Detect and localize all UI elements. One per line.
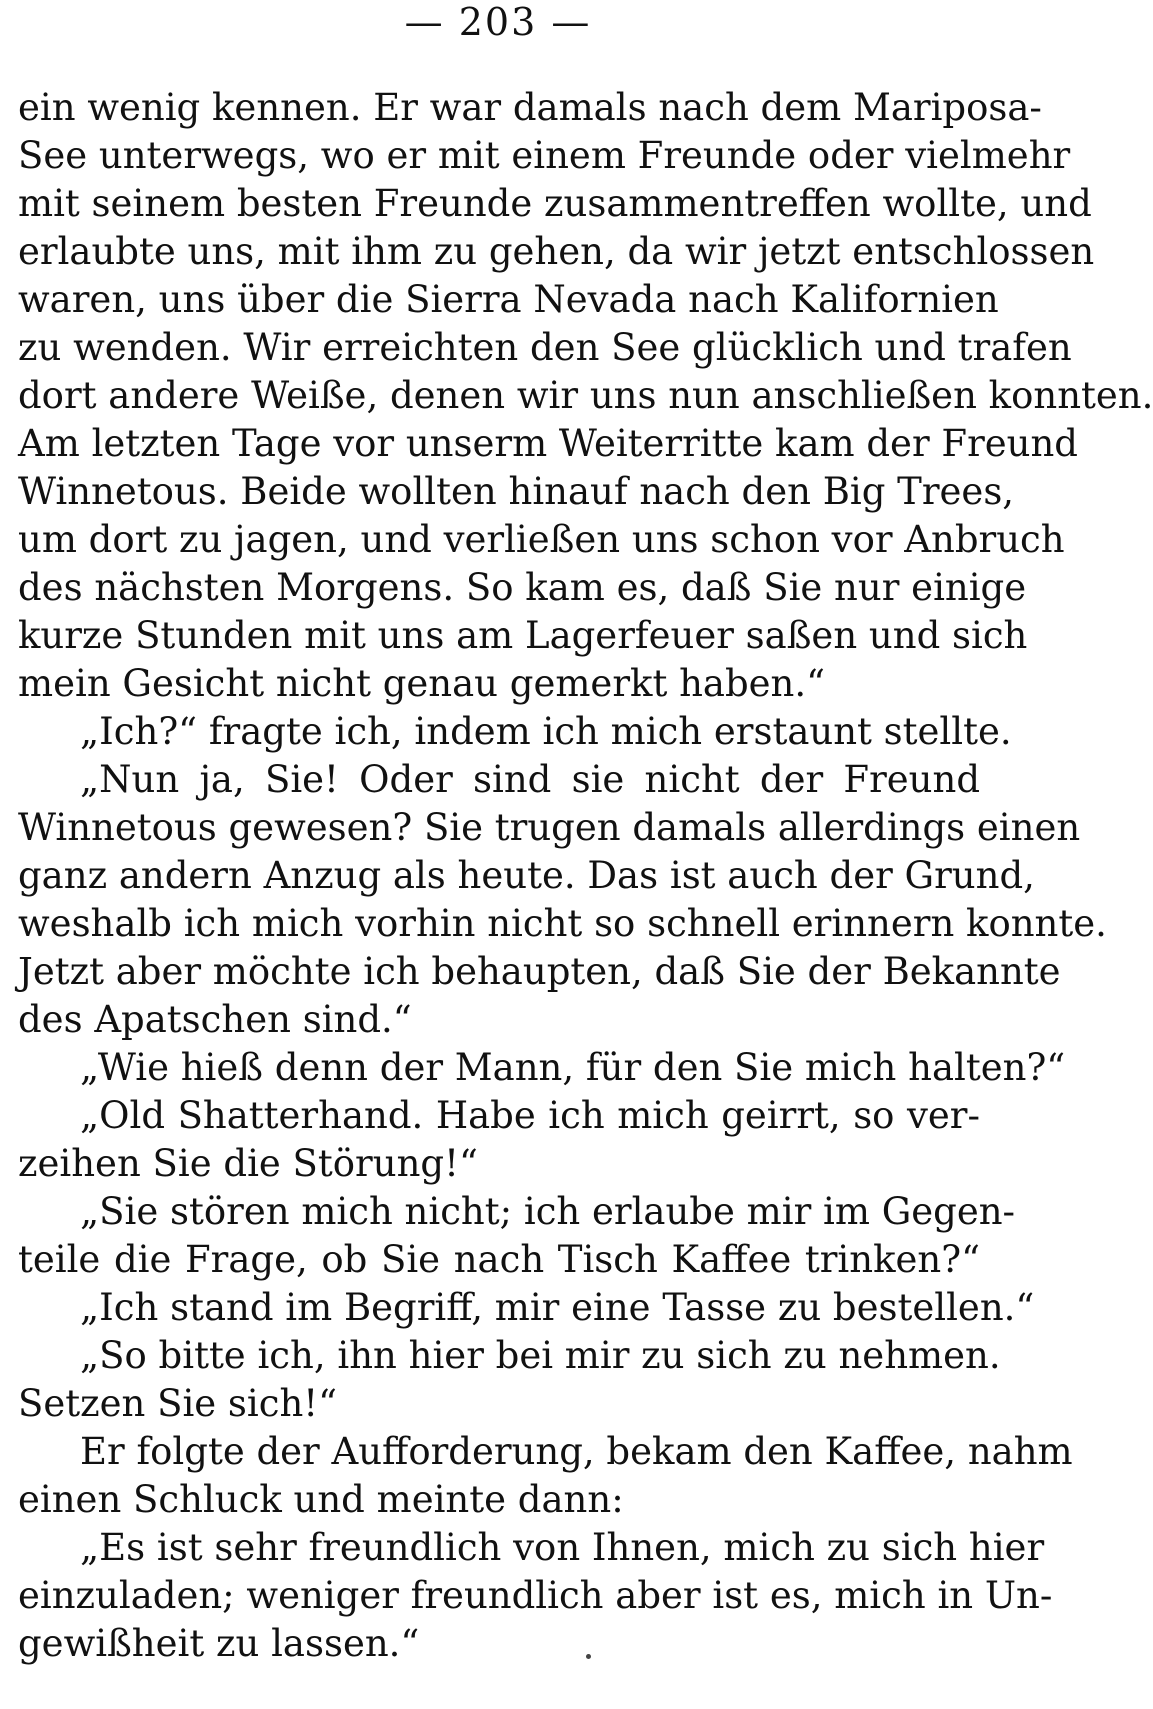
text-line: „Ich?“ fragte ich, indem ich mich erstaunt stellte. bbox=[80, 710, 1012, 753]
text-line: Winnetous gewesen? Sie trugen damals allerdings einen bbox=[18, 806, 1081, 849]
text-line: „Wie hieß denn der Mann, für den Sie mich halten?“ bbox=[80, 1046, 1066, 1089]
text-line: erlaubte uns, mit ihm zu gehen, da wir jetzt entschlossen bbox=[18, 230, 1095, 273]
text-line: Setzen Sie sich!“ bbox=[18, 1382, 338, 1425]
text-line: mein Gesicht nicht genau gemerkt haben.“ bbox=[18, 662, 826, 705]
text-line: weshalb ich mich vorhin nicht so schnell erinnern konnte. bbox=[18, 902, 1107, 945]
text-line: um dort zu jagen, und verließen uns schon vor Anbruch bbox=[18, 518, 1065, 561]
text-line: „Sie stören mich nicht; ich erlaube mir im Gegen- bbox=[80, 1190, 1016, 1233]
text-line: mit seinem besten Freunde zusammentreffen wollte, und bbox=[18, 182, 1092, 225]
text-line: „Old Shatterhand. Habe ich mich geirrt, so ver- bbox=[80, 1094, 980, 1137]
text-line: See unterwegs, wo er mit einem Freunde oder vielmehr bbox=[18, 134, 1071, 177]
text-line: „Nun ja, Sie! Oder sind sie nicht der Freund bbox=[80, 758, 980, 801]
text-line: zu wenden. Wir erreichten den See glücklich und trafen bbox=[18, 326, 1072, 369]
print-speck bbox=[586, 1654, 591, 1659]
text-line: ganz andern Anzug als heute. Das ist auch der Grund, bbox=[18, 854, 1035, 897]
text-line: „Ich stand im Begriff, mir eine Tasse zu bestellen.“ bbox=[80, 1286, 1035, 1329]
text-line: kurze Stunden mit uns am Lagerfeuer saßen und sich bbox=[18, 614, 1028, 657]
text-line: Er folgte der Aufforderung, bekam den Kaffee, nahm bbox=[80, 1430, 1073, 1473]
text-line: gewißheit zu lassen.“ bbox=[18, 1622, 420, 1665]
text-line: des Apatschen sind.“ bbox=[18, 998, 412, 1041]
text-line: zeihen Sie die Störung!“ bbox=[18, 1142, 478, 1185]
page-number: — 203 — bbox=[404, 0, 592, 44]
body-text bbox=[18, 84, 1153, 1668]
text-line: des nächsten Morgens. So kam es, daß Sie nur einige bbox=[18, 566, 1027, 609]
text-line: dort andere Weiße, denen wir uns nun anschließen konnten. bbox=[18, 374, 1153, 417]
text-line: Winnetous. Beide wollten hinauf nach den Big Trees, bbox=[18, 470, 1015, 513]
text-line: einzuladen; weniger freundlich aber ist es, mich in Un- bbox=[18, 1574, 1053, 1617]
text-line: teile die Frage, ob Sie nach Tisch Kaffee trinken?“ bbox=[18, 1238, 980, 1281]
text-line: Jetzt aber möchte ich behaupten, daß Sie der Bekannte bbox=[18, 950, 1061, 993]
text-line: „Es ist sehr freundlich von Ihnen, mich zu sich hier bbox=[80, 1526, 1045, 1569]
text-line: „So bitte ich, ihn hier bei mir zu sich zu nehmen. bbox=[80, 1334, 1001, 1377]
text-line: Am letzten Tage vor unserm Weiterritte kam der Freund bbox=[18, 422, 1078, 465]
text-line: ein wenig kennen. Er war damals nach dem Mariposa- bbox=[18, 86, 1042, 129]
text-line: waren, uns über die Sierra Nevada nach Kalifornien bbox=[18, 278, 999, 321]
text-line: einen Schluck und meinte dann: bbox=[18, 1478, 624, 1521]
